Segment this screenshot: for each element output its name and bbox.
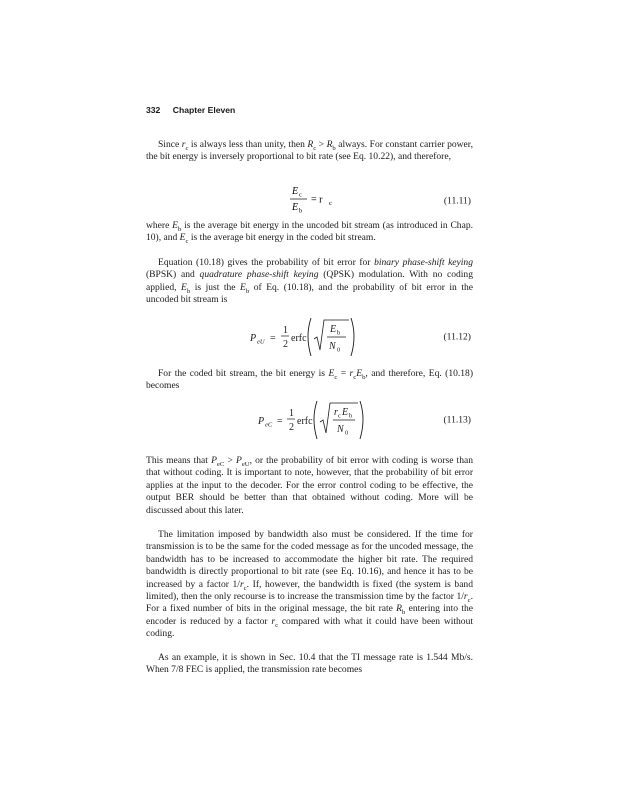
equation-11-11-formula [146,181,473,221]
svg-text:E: E [330,324,337,335]
svg-text:2: 2 [283,339,288,350]
svg-text:=: = [270,333,276,344]
paragraph-2: where $E_b$ is the average bit energy in the uncoded bit stream (as introduced in Chap. 10), and $E_c$ is the average bit energy in the coded bit stream. [146,220,473,246]
equation-11-13 [146,397,473,443]
equation-number: (11.11) [443,195,471,207]
svg-text:c: c [338,412,341,420]
svg-text:erfc: erfc [297,416,313,427]
svg-text:c: c [329,200,332,207]
svg-text:0: 0 [345,429,349,437]
equation-11-12-formula [146,314,473,360]
equation-11-13-formula [146,397,473,443]
svg-text:N: N [329,341,336,352]
svg-text:E: E [342,407,349,418]
equation-11-12 [146,314,473,360]
svg-text:P: P [250,333,257,344]
paragraph-5: This means that $P_{eC} > P_{eU}$, or the probability of bit error with coding is worse than that without coding. It is important to note, however, that the probability of bit error applies at the input to the decoder. For the error control coding to be effective, the output BER should be better than that obtained without coding. More will be discussed about this later. [146,455,473,516]
svg-text:E: E [292,186,299,197]
running-header [146,105,476,115]
svg-text:b: b [337,329,341,337]
svg-text:N: N [337,424,344,435]
equation-11-11 [146,181,473,221]
svg-text:E: E [292,202,299,213]
svg-text:= r: = r [311,194,323,206]
svg-text:b: b [299,207,303,215]
paragraph-4: For the coded bit stream, the bit energy is $E_c = r_cE_b$, and therefore, Eq. (10.18) becomes [146,368,473,392]
svg-text:eC: eC [265,421,273,429]
svg-text:eU: eU [257,338,265,346]
svg-text:c: c [299,191,302,199]
svg-text:P: P [258,416,265,427]
svg-text:0: 0 [337,346,341,354]
svg-text:erfc: erfc [291,333,307,344]
paragraph-3: Equation (10.18) gives the probability of bit error for binary phase-shift keying (BPSK) and quadrature phase-shift keying (QPSK) modulation. With no coding applied, $E_b$ is just the $E_b$ of Eq. (10.18), and the probability of bit error in the uncoded bit stream is [146,257,473,306]
svg-text:r: r [334,407,338,418]
chapter-title: Chapter Eleven [172,105,236,115]
page-number: 332 [146,105,161,115]
paragraph-7: As an example, it is shown in Sec. 10.4 that the TI message rate is 1.544 Mb/s. When 7/8 FEC is applied, the transmission rate becomes [146,652,473,676]
paragraph-6: The limitation imposed by bandwidth also must be considered. If the time for transmission is to be the same for the coded message as for the uncoded message, the bandwidth has to be increased to accommodate the higher bit rate. The required bandwidth is directly proportional to bit rate (see Eq. 10.16), and hence it has to be increased by a factor $1/r_c$. If, however, the bandwidth is fixed (the system is band limited), then the only recourse is to increase the transmission time by the factor $1/r_c$. For a fixed number of bits in the original message, the bit rate $R_b$ entering into the encoder is reduced by a factor $r_c$ compared with what it could have been without coding. [146,529,474,640]
svg-text:b: b [349,412,353,420]
equation-number: (11.13) [443,414,471,426]
svg-text:=: = [277,416,283,427]
equation-number: (11.12) [443,331,471,343]
paragraph-1: Since $r_c$ is always less than unity, then $R_c > R_b$ always. For constant carrier power, the bit energy is inversely proportional to bit rate (see Eq. 10.22), and therefore, [146,139,473,163]
svg-text:1: 1 [283,325,288,336]
svg-text:1: 1 [289,408,294,419]
svg-text:2: 2 [289,422,294,433]
